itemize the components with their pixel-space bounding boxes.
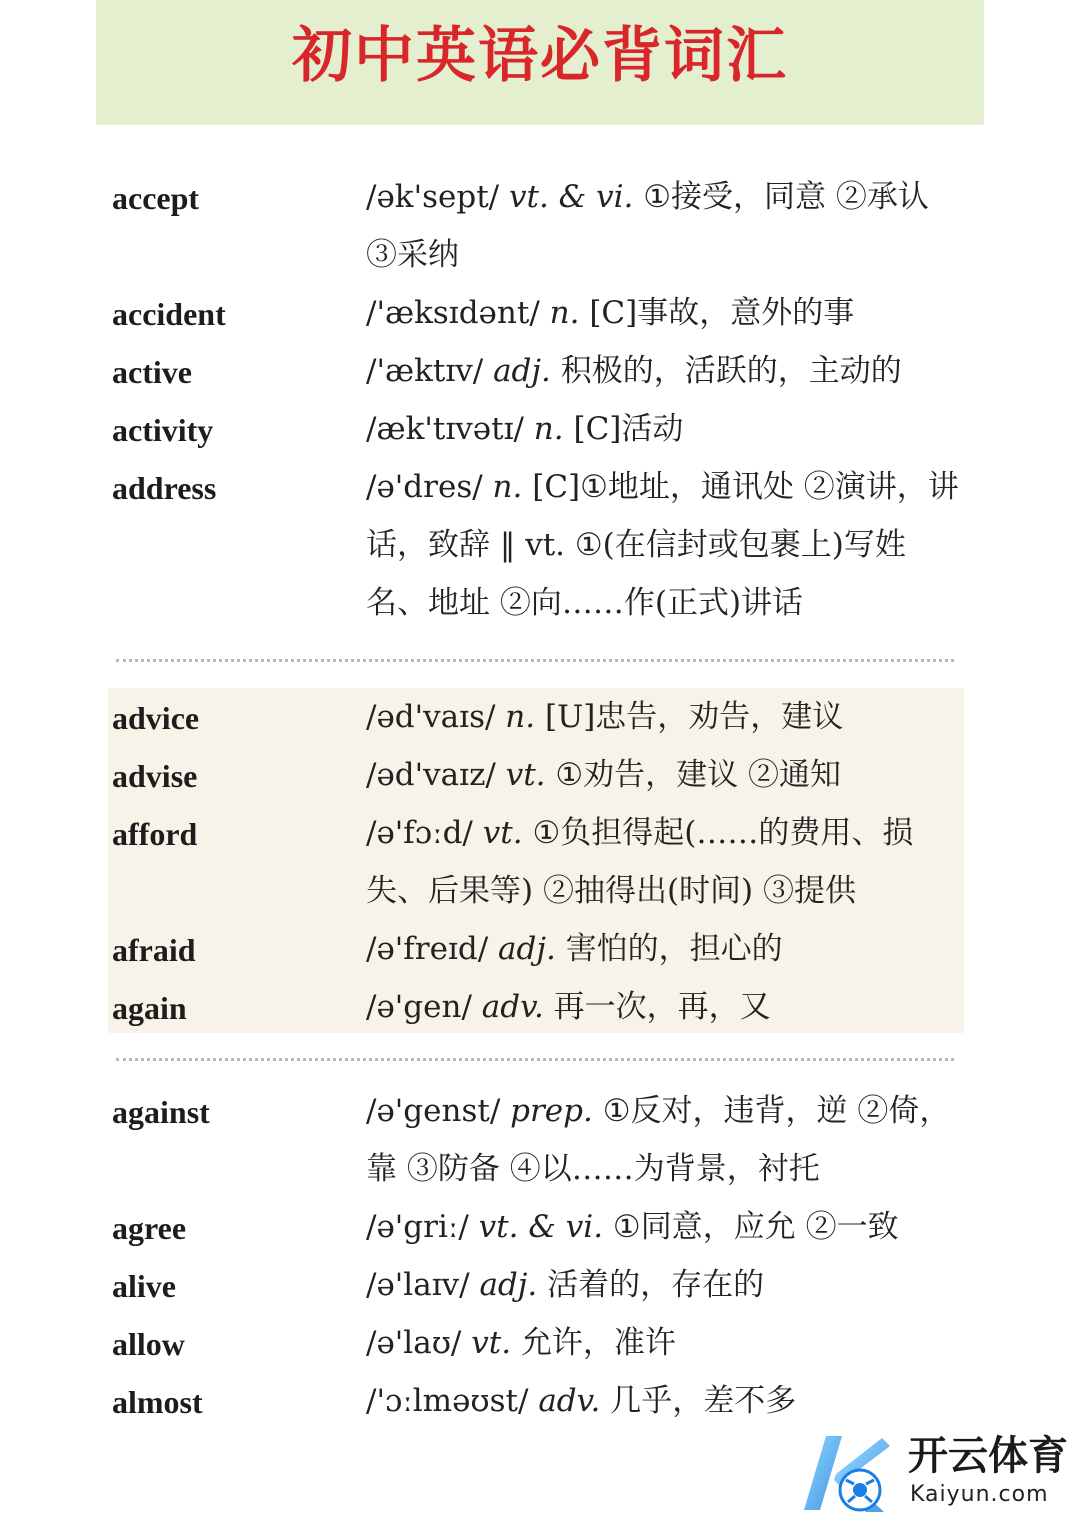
entry-phonetic: /ə'laʊ/ — [366, 1325, 462, 1361]
entry-part-of-speech: vt. — [471, 1325, 512, 1361]
entry-word: activity — [112, 412, 214, 448]
entry-part-of-speech: n. — [505, 699, 536, 735]
entry-definition — [366, 804, 964, 920]
entry-phonetic: /ə'dres/ — [366, 469, 483, 505]
entry-part-of-speech: n. — [549, 295, 580, 331]
vocab-entry — [108, 978, 964, 1036]
entry-part-of-speech: n. — [533, 411, 564, 447]
entry-meaning: ①接受，同意 ②承认 ③采纳 — [366, 179, 929, 273]
vocab-entry — [108, 342, 964, 400]
entry-definition — [366, 458, 964, 632]
entry-definition — [366, 746, 964, 804]
vocab-entry — [108, 1256, 964, 1314]
entry-phonetic: /ə'fɔːd/ — [366, 815, 473, 851]
entry-phonetic: /ə'laɪv/ — [366, 1267, 470, 1303]
entry-word: agree — [112, 1210, 187, 1246]
entry-word: accept — [112, 180, 200, 216]
vocab-entry — [108, 284, 964, 342]
entry-definition — [366, 1372, 964, 1430]
entry-phonetic: /æk'tɪvətɪ/ — [366, 411, 524, 447]
vocab-entry — [108, 746, 964, 804]
entry-definition — [366, 168, 964, 284]
entry-group — [108, 1082, 964, 1442]
vocab-entry — [108, 1198, 964, 1256]
entry-part-of-speech: adv. — [481, 989, 544, 1025]
entry-phonetic: /'ɔːlməʊst/ — [366, 1383, 529, 1419]
entry-meaning: [C]事故，意外的事 — [589, 295, 855, 331]
entry-part-of-speech: vt. & vi. — [478, 1209, 604, 1245]
entry-part-of-speech: vt. & vi. — [508, 179, 634, 215]
entry-word: against — [112, 1094, 210, 1130]
watermark-logo — [796, 1428, 1074, 1518]
entry-word: almost — [112, 1384, 203, 1420]
entry-meaning: 害怕的，担心的 — [565, 931, 783, 967]
entry-phonetic: /ə'griː/ — [366, 1209, 469, 1245]
entry-meaning: 积极的，活跃的，主动的 — [560, 353, 902, 389]
entry-phonetic: /'æktɪv/ — [366, 353, 484, 389]
entry-meaning: 几乎，差不多 — [610, 1383, 797, 1419]
entry-word: address — [112, 470, 217, 506]
entry-part-of-speech: adj. — [493, 353, 551, 389]
entry-part-of-speech: adv. — [538, 1383, 601, 1419]
vocab-entry — [108, 920, 964, 978]
entry-definition — [366, 920, 964, 978]
entry-meaning: ①劝告，建议 ②通知 — [555, 757, 842, 793]
entry-meaning: [U]忠告，劝告，建议 — [544, 699, 844, 735]
entry-meaning: ①反对，违背，逆 ②倚，靠 ③防备 ④以……为背景，衬托 — [366, 1093, 951, 1187]
entry-definition — [366, 1198, 964, 1256]
page-title: 初中英语必背词汇 — [292, 21, 788, 91]
entry-part-of-speech: adj. — [479, 1267, 538, 1303]
entry-definition — [366, 400, 964, 458]
entry-word: advice — [112, 700, 200, 736]
entry-word: again — [112, 990, 187, 1026]
vocab-entry — [108, 1314, 964, 1372]
entry-word: afraid — [112, 932, 196, 968]
watermark-brand-en: Kaiyun.com — [910, 1482, 1049, 1507]
dotted-divider — [116, 1058, 954, 1061]
entry-word: active — [112, 354, 192, 390]
entry-definition — [366, 342, 964, 400]
vocab-entry — [108, 1082, 964, 1198]
entry-definition — [366, 1082, 964, 1198]
vocab-entry — [108, 804, 964, 920]
entry-definition — [366, 284, 964, 342]
watermark-brand-cn: 开云体育 — [908, 1433, 1068, 1479]
entry-meaning: [C]活动 — [573, 411, 684, 447]
entry-word: alive — [112, 1268, 176, 1304]
entry-part-of-speech: vt. — [482, 815, 523, 851]
entry-meaning: 活着的，存在的 — [547, 1267, 765, 1303]
entry-definition — [366, 688, 964, 746]
entry-phonetic: /ə'gen/ — [366, 989, 472, 1025]
vocab-entry — [108, 1372, 964, 1430]
vocab-entry — [108, 400, 964, 458]
entry-definition — [366, 1314, 964, 1372]
entry-definition — [366, 1256, 964, 1314]
entry-meaning: ①同意，应允 ②一致 — [612, 1209, 899, 1245]
vocab-entry — [108, 688, 964, 746]
entry-phonetic: /əd'vaɪz/ — [366, 757, 496, 793]
entry-phonetic: /əd'vaɪs/ — [366, 699, 496, 735]
entry-phonetic: /ə'genst/ — [366, 1093, 501, 1129]
entry-word: afford — [112, 816, 198, 852]
entry-meaning: ①负担得起(……的费用、损失、后果等) ②抽得出(时间) ③提供 — [366, 815, 914, 909]
entry-word: advise — [112, 758, 198, 794]
vocab-entry — [108, 458, 964, 632]
vocab-entry — [108, 168, 964, 284]
entry-word: allow — [112, 1326, 185, 1362]
entry-phonetic: /'æksɪdənt/ — [366, 295, 540, 331]
entry-phonetic: /ə'freɪd/ — [366, 931, 489, 967]
entry-meaning: [C]①地址，通讯处 ②演讲，讲话，致辞 ‖ vt. ①(在信封或包裹上)写姓名、地址 ②向……作(正式)讲话 — [366, 469, 959, 621]
kaiyun-logo-icon — [796, 1428, 896, 1518]
entry-definition — [366, 978, 964, 1036]
title-banner — [96, 0, 984, 125]
dotted-divider — [116, 659, 954, 662]
entry-part-of-speech: n. — [492, 469, 523, 505]
entry-group — [108, 688, 964, 1033]
entry-part-of-speech: adj. — [498, 931, 556, 967]
entry-meaning: 允许，准许 — [520, 1325, 676, 1361]
entry-part-of-speech: vt. — [505, 757, 546, 793]
entry-part-of-speech: prep. — [510, 1093, 593, 1129]
entry-phonetic: /ək'sept/ — [366, 179, 500, 215]
entry-word: accident — [112, 296, 226, 332]
entry-meaning: 再一次，再，又 — [553, 989, 771, 1025]
entry-group — [108, 168, 964, 638]
